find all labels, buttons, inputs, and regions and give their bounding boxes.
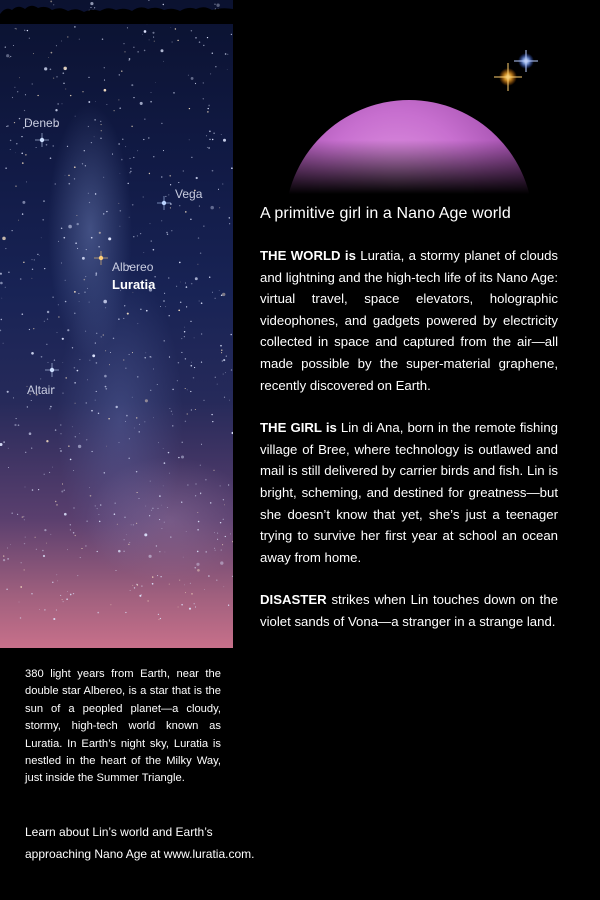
headline: A primitive girl in a Nano Age world [260,205,511,222]
star-label-altair: Altair [27,383,55,397]
world-text: Luratia, a stormy planet of clouds and lightning and the high-tech life of its Nano Age: virtual travel, space elevators, holographic videophones, and gadgets powered by electricity collected in space and captured from the air—all made possible by the super-material graphene, recently discovered on Earth. [260,248,558,393]
star-label-vega: Vega [175,187,203,201]
world-lead: THE WORLD is [260,248,356,263]
treeline-silhouette [0,0,233,24]
description-column [260,205,558,654]
double-star-flare-icon [488,50,548,98]
star-label-deneb: Deneb [24,116,60,130]
learn-more-line-2: approaching Nano Age at www.luratia.com. [25,846,255,861]
learn-more-line-1: Learn about Lin’s world and Earth’s [25,825,213,839]
star-label-albereo: Albereo [112,260,154,274]
girl-text: Lin di Ana, born in the remote fishing village of Bree, where technology is outlawed and mail is still delivered by carrier birds and fish. Lin is bright, scheming, and destined for greatness—but she doesn’t know that yet, she’s just a teenager trying to survive her first year at school an ocean away from home. [260,420,558,565]
planet-shadow [285,140,535,200]
star-label-luratia: Luratia [112,277,156,292]
violet-planet-image [285,0,535,200]
world-paragraph [260,245,558,396]
starfield [0,0,233,648]
disaster-paragraph [260,589,558,632]
girl-paragraph [260,417,558,568]
learn-more [25,822,315,865]
milky-way-sky-image [0,0,233,648]
disaster-text: strikes when Lin touches down on the violet sands of Vona—a stranger in a strange land. [260,592,558,629]
disaster-lead: DISASTER [260,592,327,608]
sky-caption: 380 light years from Earth, near the double star Albereo, is a star that is the sun of a peopled planet—a cloudy, stormy, high-tech world known as Luratia. In Earth’s night sky, Luratia is nestled in the heart of the Milky Way, just inside the Summer Triangle. [25,668,221,785]
girl-lead: THE GIRL is [260,420,337,436]
